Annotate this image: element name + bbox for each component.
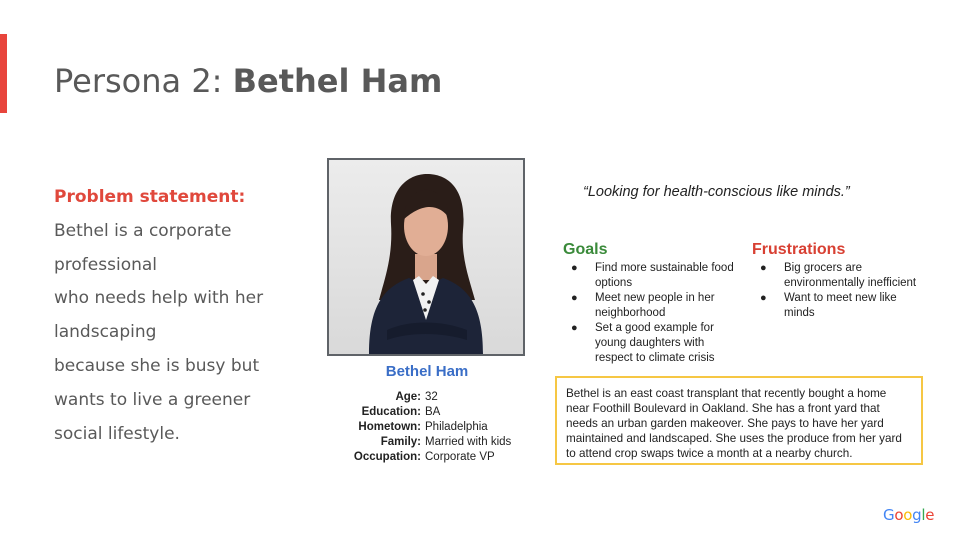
google-logo xyxy=(883,506,934,524)
fact-label: Hometown: xyxy=(358,421,421,433)
list-item xyxy=(563,291,743,320)
fact-row-age xyxy=(336,390,511,405)
frustration-text: Want to meet new like minds xyxy=(784,292,897,319)
title-name: Bethel Ham xyxy=(232,62,443,100)
problem-heading: Problem statement: xyxy=(54,187,246,207)
fact-row-family xyxy=(336,435,511,450)
fact-value: Philadelphia xyxy=(425,421,488,433)
fact-label: Age: xyxy=(395,391,421,403)
fact-label: Family: xyxy=(380,436,421,448)
problem-statement xyxy=(54,181,284,451)
goals-heading: Goals xyxy=(563,241,608,258)
persona-quote: “Looking for health-conscious like minds.” xyxy=(583,184,850,200)
title-prefix: Persona 2: xyxy=(54,62,233,100)
fact-value: Corporate VP xyxy=(425,451,495,463)
problem-line: because she is busy but xyxy=(54,355,260,376)
frustrations-list xyxy=(752,261,922,320)
logo-letter: g xyxy=(912,506,922,524)
logo-letter: o xyxy=(903,506,913,524)
logo-letter: l xyxy=(921,506,926,524)
logo-letter: o xyxy=(894,506,904,524)
problem-line: professional xyxy=(54,254,158,275)
persona-facts xyxy=(336,390,511,465)
bullet-icon: ● xyxy=(571,292,578,305)
fact-label: Occupation: xyxy=(353,451,421,463)
fact-value: 32 xyxy=(425,391,438,403)
logo-letter: e xyxy=(925,506,935,524)
slide-title xyxy=(54,62,442,100)
goal-text: Meet new people in her neighborhood xyxy=(595,292,715,319)
problem-line: landscaping xyxy=(54,322,157,343)
persona-name: Bethel Ham xyxy=(385,363,469,380)
goal-text: Find more sustainable food options xyxy=(595,262,734,289)
fact-row-occupation xyxy=(336,450,511,465)
frustrations-heading: Frustrations xyxy=(752,241,846,258)
problem-line: wants to live a greener xyxy=(54,389,251,410)
problem-line: Bethel is a corporate xyxy=(54,220,232,241)
fact-label: Education: xyxy=(361,406,421,418)
list-item xyxy=(563,261,743,290)
fact-row-education xyxy=(336,405,511,420)
frustration-text: Big grocers are environmentally inefficient xyxy=(784,262,917,289)
bullet-icon: ● xyxy=(760,262,767,274)
persona-photo xyxy=(327,158,525,356)
bullet-icon: ● xyxy=(571,262,578,274)
fact-value: BA xyxy=(425,406,441,418)
goals-list xyxy=(563,261,743,365)
bullet-icon: ● xyxy=(760,292,767,305)
list-item xyxy=(563,321,743,365)
bullet-icon: ● xyxy=(571,322,578,335)
fact-value: Married with kids xyxy=(425,436,512,448)
problem-line: who needs help with her xyxy=(54,288,264,309)
goals-section xyxy=(563,241,743,366)
list-item xyxy=(752,291,922,320)
accent-bar xyxy=(0,34,7,113)
goal-text: Set a good example for young daughters with respect to climate crisis xyxy=(595,322,715,364)
problem-line: social lifestyle. xyxy=(54,423,180,444)
list-item xyxy=(752,261,922,290)
fact-row-hometown xyxy=(336,420,511,435)
persona-illustration xyxy=(329,160,523,354)
frustrations-section xyxy=(752,241,922,321)
persona-bio: Bethel is an east coast transplant that recently bought a home near Foothill Boulevard in Oakland. She has a front yard that needs an urban garden makeover. She pays to have her yard maintained and landscaped. She uses the produce from her yard to attend crop swaps twice a month at a nearby church. xyxy=(555,376,923,465)
logo-letter: G xyxy=(883,506,895,524)
